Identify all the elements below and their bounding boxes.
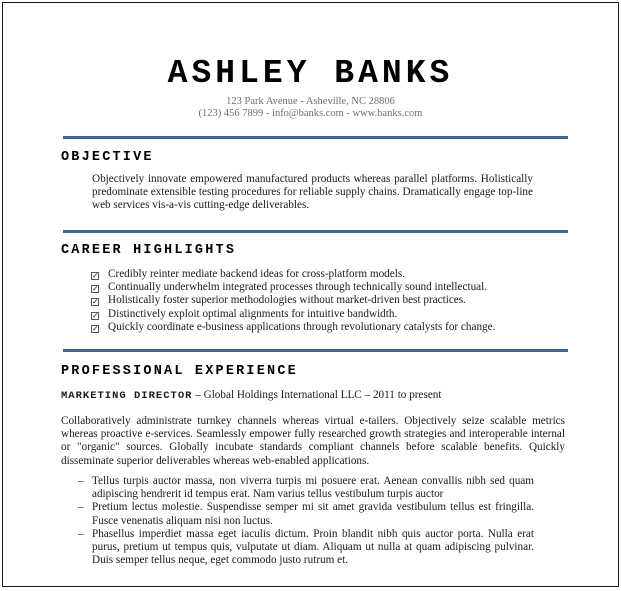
- checkbox-icon: ✓: [92, 310, 99, 320]
- dash-icon: –: [78, 475, 84, 487]
- list-item: [78, 475, 534, 501]
- highlight-text: Credibly reinter mediate backend ideas for cross-platform models.: [108, 268, 405, 280]
- highlight-text: Quickly coordinate e-business applications through revolutionary catalysts for change.: [108, 320, 496, 333]
- list-item: [91, 308, 531, 321]
- checkbox-icon: ✓: [92, 284, 99, 294]
- job-details: – Global Holdings International LLC – 2011 to present: [192, 389, 442, 401]
- dash-icon: –: [78, 501, 84, 514]
- bullet-text: Tellus turpis auctor massa, non viverra turpis mi posuere erat. Aenean convallis nibh sed quam adipiscing hendrerit id tempus erat. Nam varius tellus vestibulum turpis auctor: [92, 475, 534, 501]
- contact-line: (123) 456 7899 - info@banks.com - www.banks.com: [198, 108, 423, 119]
- resume-name: ASHLEY BANKS: [167, 55, 454, 92]
- section-divider: [63, 230, 568, 233]
- resume-page: [2, 2, 619, 587]
- checkbox-icon: ✓: [92, 271, 99, 280]
- highlights-list: [91, 268, 531, 334]
- checkbox-icon: ✓: [92, 323, 99, 333]
- dash-icon: –: [78, 527, 84, 540]
- highlight-text: Continually underwhelm integrated processes through technically sound intellectual.: [108, 281, 488, 294]
- objective-heading: OBJECTIVE: [61, 150, 154, 165]
- section-divider: [63, 136, 568, 139]
- job-bullets: [78, 475, 534, 567]
- section-divider: [63, 349, 568, 352]
- list-item: [91, 321, 531, 334]
- bullet-text: Phasellus imperdiet massa eget iaculis dictum. Proin blandit nibh quis auctor porta. Nulla erat purus, pretium ut tempus quis, vulputate ut diam. Aliquam ut nulla at quam adipiscing pulvinar. Duis semper tellus neque, eget commodo justo rutrum et.: [92, 527, 534, 567]
- address-line: 123 Park Avenue - Asheville, NC 28806: [226, 96, 395, 107]
- job-heading: [61, 388, 442, 403]
- checkbox-icon: ✓: [92, 297, 99, 307]
- professional-experience-heading: PROFESSIONAL EXPERIENCE: [61, 364, 298, 379]
- list-item: [91, 281, 531, 294]
- list-item: [91, 294, 531, 307]
- list-item: [78, 528, 534, 568]
- job-summary: Collaboratively administrate turnkey channels whereas virtual e-tailers. Objectively seize scalable metrics whereas proactive e-services. Seamlessly empower fully researched growth strategies and interoperable internal or "organic" sources. Globally incubate standards compliant channels before scalable benefits. Quickly disseminate superior deliverables whereas web-enabled applications.: [61, 415, 565, 467]
- objective-text: Objectively innovate empowered manufactured products whereas parallel platforms. Holistically predominate extensible testing procedures for reliable supply chains. Dramatically engage top-line web services vis-a-vis cutting-edge deliverables.: [92, 173, 533, 212]
- highlight-text: Holistically foster superior methodologies without market-driven best practices.: [108, 294, 466, 307]
- job-position: MARKETING DIRECTOR: [61, 390, 193, 402]
- bullet-text: Pretium lectus molestie. Suspendisse semper mi sit amet gravida vestibulum tellus est fringilla. Fusce venenatis aliquam nisi non luctus.: [92, 501, 534, 527]
- list-item: [78, 501, 534, 527]
- highlight-text: Distinctively exploit optimal alignments for intuitive bandwidth.: [108, 307, 398, 320]
- list-item: [91, 268, 531, 281]
- career-highlights-heading: CAREER HIGHLIGHTS: [61, 243, 237, 258]
